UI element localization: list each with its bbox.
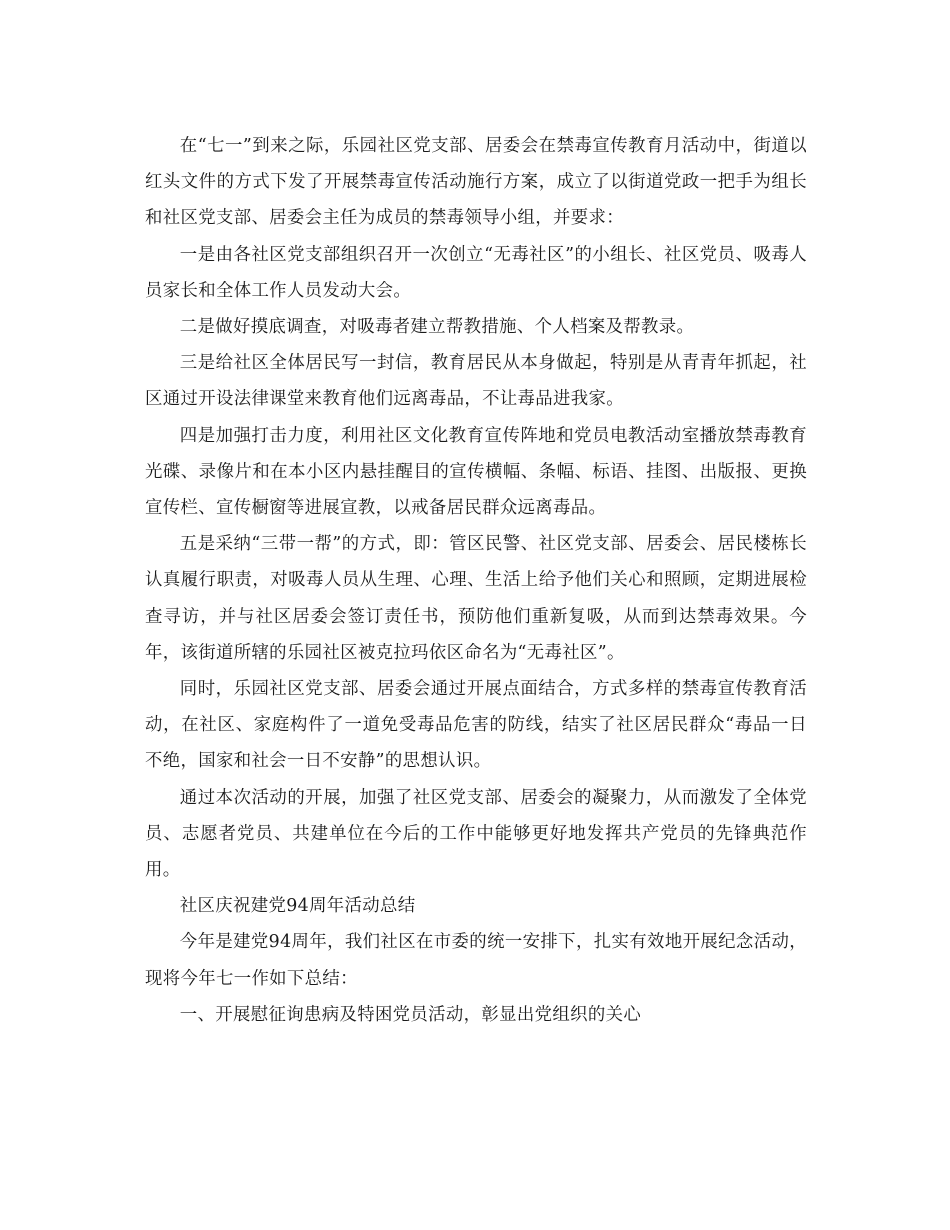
document-body <box>145 128 807 1033</box>
paragraph-intro: 在“七一”到来之际，乐园社区党支部、居委会在禁毒宣传教育月活动中，街道以红头文件的方式下发了开展禁毒宣传活动施行方案，成立了以街道党政一把手为组长和社区党支部、居委会主任为成员的禁毒领导小组，并要求： <box>145 136 807 229</box>
paragraph-item-four: 四是加强打击力度，利用社区文化教育宣传阵地和党员电教活动室播放禁毒教育光碟、录像片和在本小区内悬挂醒目的宣传横幅、条幅、标语、挂图、出版报、更换宣传栏、宣传橱窗等进展宣教，以戒备居民群众远离毒品。 <box>145 425 807 519</box>
paragraph-item-three: 三是给社区全体居民写一封信，教育居民从本身做起，特别是从青青年抓起，社区通过开设法律课堂来教育他们远离毒品，不让毒品进我家。 <box>145 353 807 410</box>
paragraph-item-one: 一是由各社区党支部组织召开一次创立“无毒社区”的小组长、社区党员、吸毒人员家长和全体工作人员发动大会。 <box>145 244 807 301</box>
section-paragraph-intro: 今年是建党94周年，我们社区在市委的统一安排下，扎实有效地开展纪念活动，现将今年七一作如下总结： <box>145 932 807 989</box>
paragraph-conclusion: 通过本次活动的开展，加强了社区党支部、居委会的凝聚力，从而激发了全体党员、志愿者党员、共建单位在今后的工作中能够更好地发挥共产党员的先锋典范作用。 <box>145 787 807 881</box>
paragraph-meanwhile: 同时，乐园社区党支部、居委会通过开展点面结合，方式多样的禁毒宣传教育活动，在社区、家庭构件了一道免受毒品危害的防线，结实了社区居民群众“毒品一日不绝，国家和社会一日不安静”的思想认识。 <box>145 679 807 772</box>
paragraph-item-two: 二是做好摸底调查，对吸毒者建立帮教措施、个人档案及帮教录。 <box>179 317 695 338</box>
section-subheading-one: 一、开展慰征询患病及特困党员活动，彰显出党组织的关心 <box>179 1004 642 1025</box>
section-title: 社区庆祝建党94周年活动总结 <box>179 896 416 917</box>
paragraph-item-five: 五是采纳“三带一帮”的方式，即：管区民警、社区党支部、居委会、居民楼栋长认真履行职责，对吸毒人员从生理、心理、生活上给予他们关心和照顾，定期进展检查寻访，并与社区居委会签订责任书，预防他们重新复吸，从而到达禁毒效果。今年，该街道所辖的乐园社区被克拉玛依区命名为“无毒社区”。 <box>145 534 807 663</box>
